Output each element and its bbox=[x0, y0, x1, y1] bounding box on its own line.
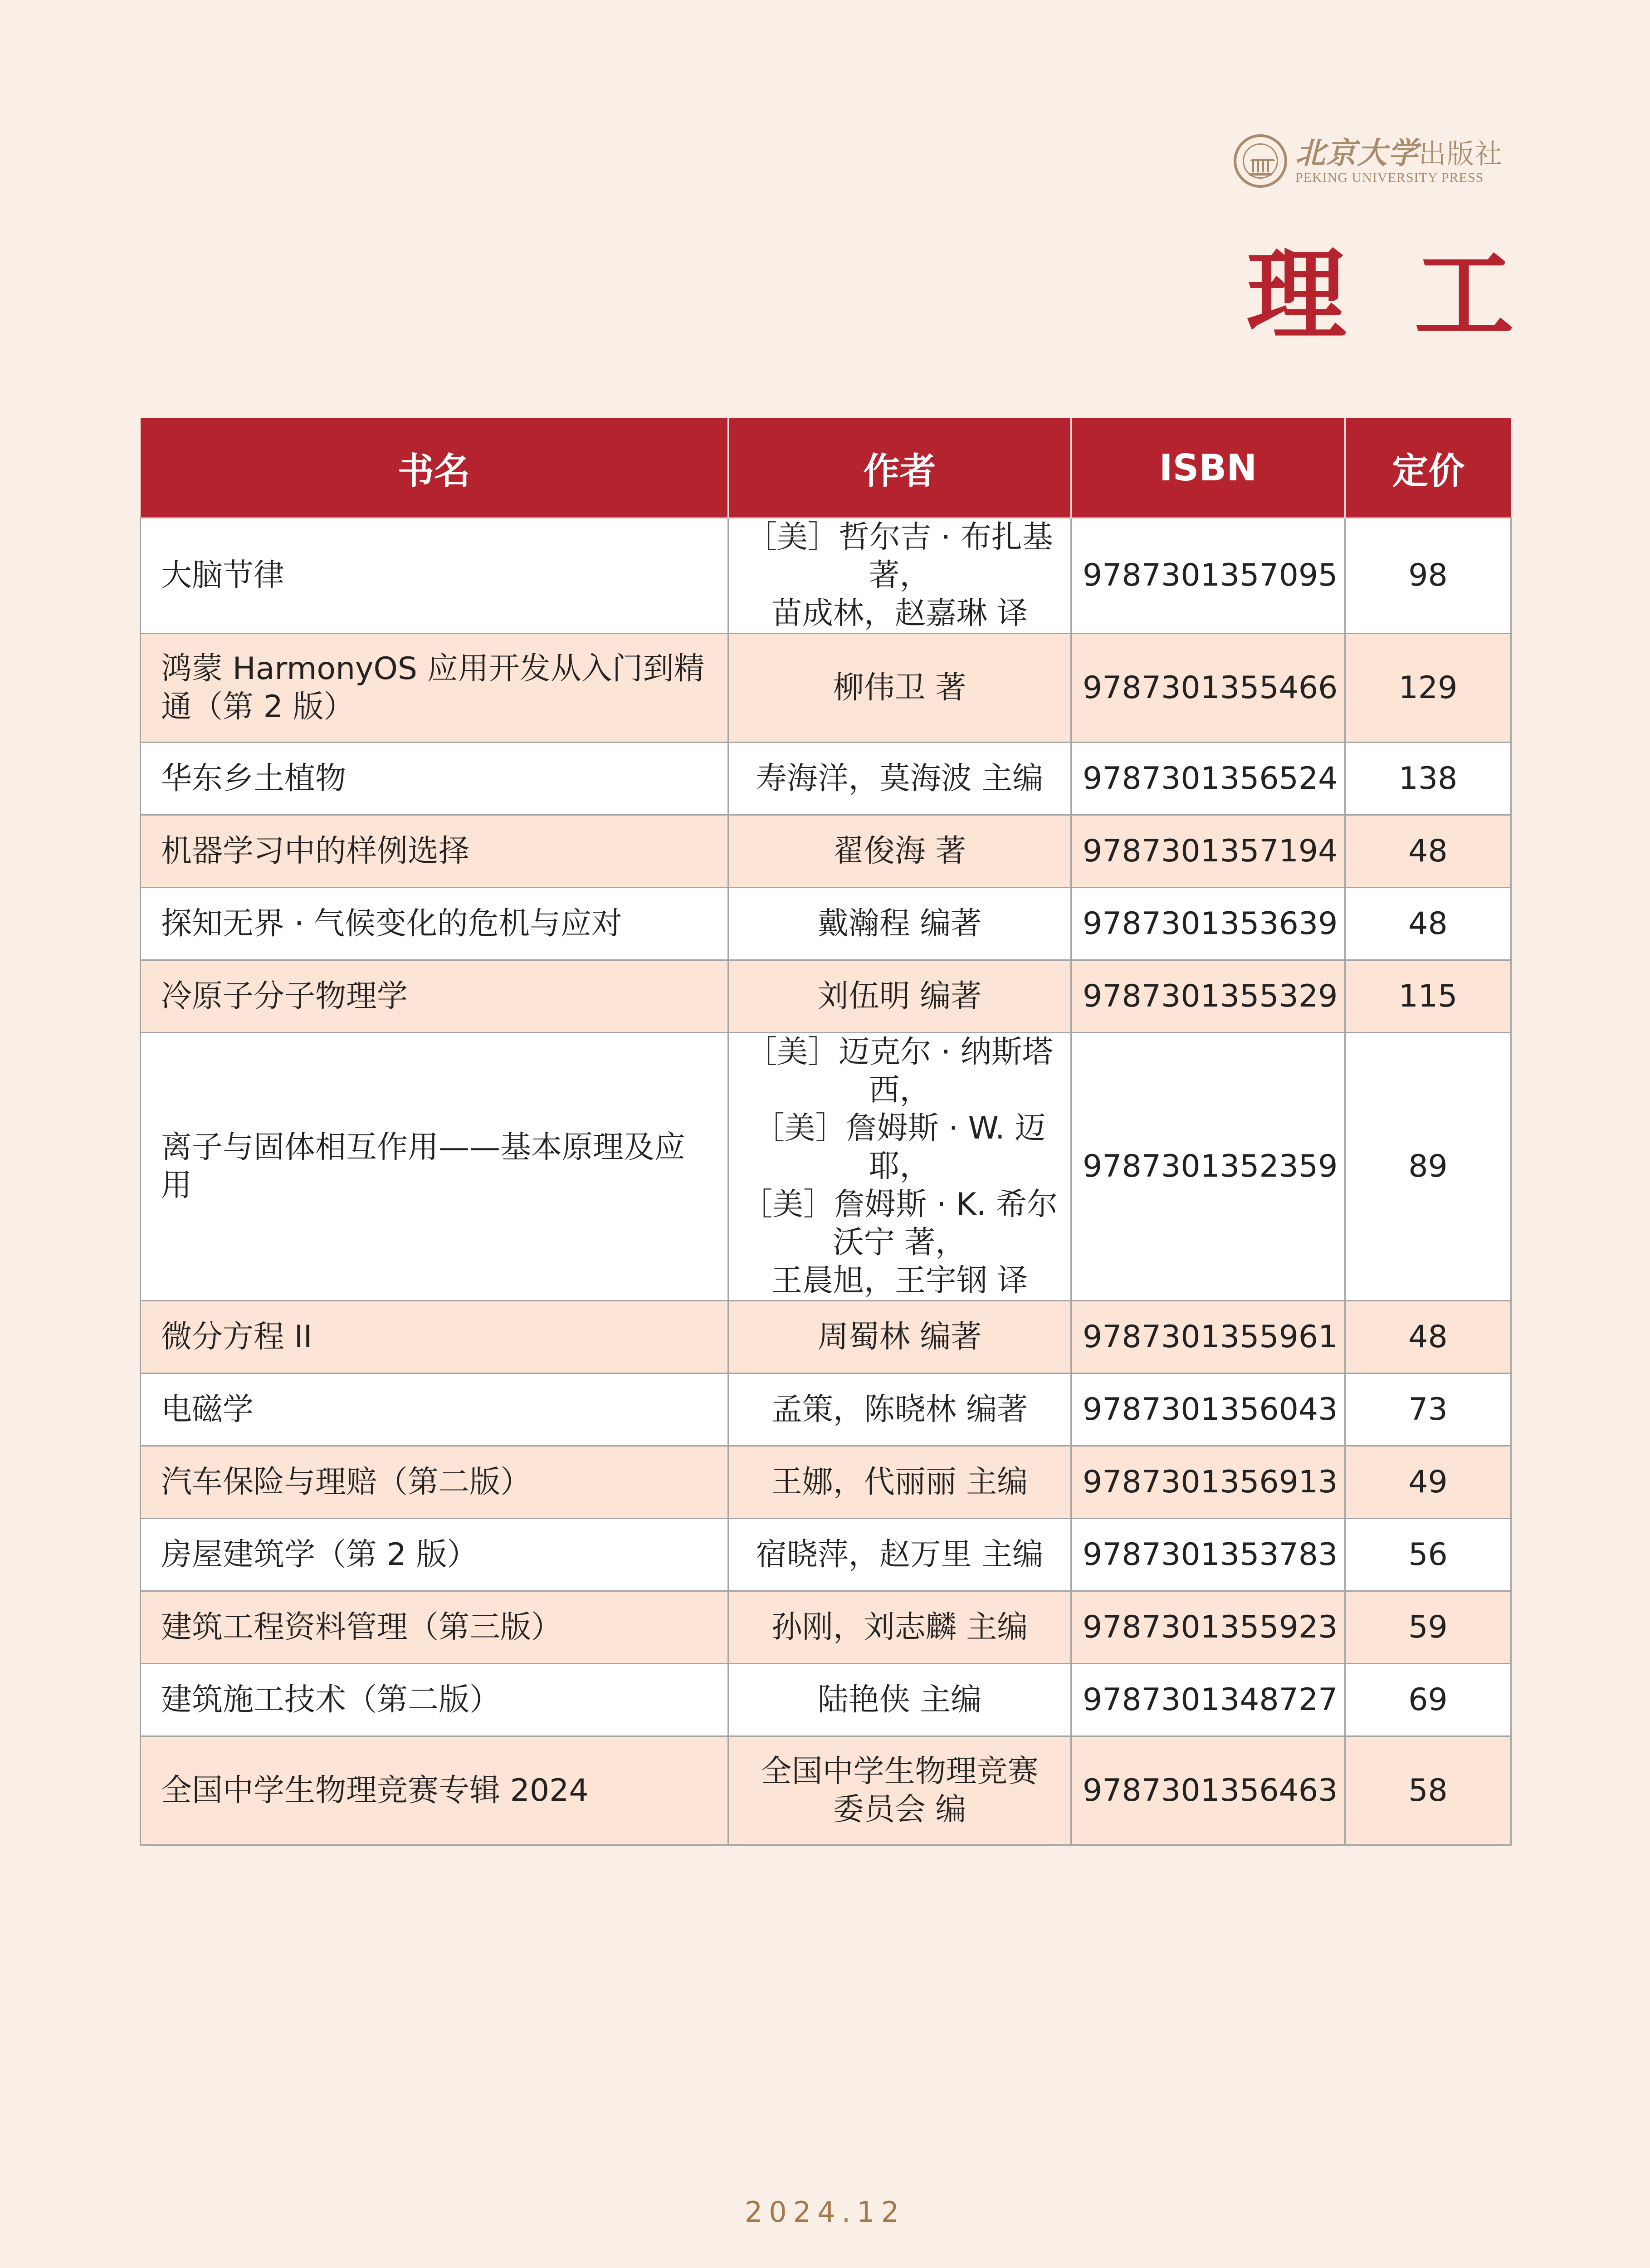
book-isbn-cell: 9787301348727 bbox=[1071, 1664, 1345, 1736]
book-isbn-cell: 9787301355329 bbox=[1071, 960, 1345, 1033]
table-row bbox=[141, 634, 1511, 743]
table-row bbox=[141, 960, 1511, 1033]
table-row bbox=[141, 1664, 1511, 1736]
table-body bbox=[141, 518, 1511, 1845]
book-title-cell: 华东乡土植物 bbox=[141, 743, 728, 815]
publisher-logo bbox=[1234, 132, 1511, 191]
book-price-cell: 58 bbox=[1345, 1736, 1511, 1845]
book-isbn-cell: 9787301357194 bbox=[1071, 815, 1345, 888]
book-author-cell: ［美］哲尔吉 · 布扎基 著， 苗成林，赵嘉琳 译 bbox=[728, 518, 1071, 634]
book-author-cell: 刘伍明 编著 bbox=[728, 960, 1071, 1033]
book-isbn-cell: 9787301353639 bbox=[1071, 888, 1345, 960]
book-author-cell: 宿晓萍，赵万里 主编 bbox=[728, 1519, 1071, 1591]
table-row bbox=[141, 1374, 1511, 1446]
book-isbn-cell: 9787301356913 bbox=[1071, 1446, 1345, 1519]
book-author-cell: ［美］迈克尔 · 纳斯塔西， ［美］詹姆斯 · W. 迈耶， ［美］詹姆斯 · K. 希尔 沃宁 著， 王晨旭，王宇钢 译 bbox=[728, 1033, 1071, 1301]
book-title-cell: 探知无界 · 气候变化的危机与应对 bbox=[141, 888, 728, 960]
book-title-cell: 离子与固体相互作用——基本原理及应用 bbox=[141, 1033, 728, 1301]
book-isbn-cell: 9787301352359 bbox=[1071, 1033, 1345, 1301]
header-price: 定价 bbox=[1345, 418, 1511, 518]
book-title-cell: 建筑工程资料管理（第三版） bbox=[141, 1591, 728, 1664]
book-author-cell: 周蜀林 编著 bbox=[728, 1301, 1071, 1374]
book-author-cell: 孟策，陈晓林 编著 bbox=[728, 1374, 1071, 1446]
book-title-cell: 电磁学 bbox=[141, 1374, 728, 1446]
publisher-name-cn-rest: 出版社 bbox=[1419, 138, 1503, 170]
table-row bbox=[141, 1033, 1511, 1301]
book-title-cell: 全国中学生物理竞赛专辑 2024 bbox=[141, 1736, 728, 1845]
table-row bbox=[141, 518, 1511, 634]
book-isbn-cell: 9787301355923 bbox=[1071, 1591, 1345, 1664]
book-author-cell: 寿海洋，莫海波 主编 bbox=[728, 743, 1071, 815]
section-title: 理工 bbox=[1246, 236, 1582, 353]
header-isbn: ISBN bbox=[1071, 418, 1345, 518]
publisher-name-cn-bold: 北京大学 bbox=[1295, 135, 1419, 171]
book-author-cell: 翟俊海 著 bbox=[728, 815, 1071, 888]
book-price-cell: 48 bbox=[1345, 815, 1511, 888]
book-title-cell: 建筑施工技术（第二版） bbox=[141, 1664, 728, 1736]
book-title-cell: 机器学习中的样例选择 bbox=[141, 815, 728, 888]
book-table bbox=[140, 418, 1512, 1846]
book-author-cell: 全国中学生物理竞赛 委员会 编 bbox=[728, 1736, 1071, 1845]
table-row bbox=[141, 1519, 1511, 1591]
table-row bbox=[141, 815, 1511, 888]
book-isbn-cell: 9787301355961 bbox=[1071, 1301, 1345, 1374]
book-price-cell: 48 bbox=[1345, 888, 1511, 960]
publisher-name bbox=[1295, 137, 1503, 186]
book-price-cell: 73 bbox=[1345, 1374, 1511, 1446]
book-isbn-cell: 9787301353783 bbox=[1071, 1519, 1345, 1591]
book-title-cell: 鸿蒙 HarmonyOS 应用开发从入门到精通（第 2 版） bbox=[141, 634, 728, 743]
book-author-cell: 陆艳侠 主编 bbox=[728, 1664, 1071, 1736]
book-price-cell: 89 bbox=[1345, 1033, 1511, 1301]
book-author-cell: 柳伟卫 著 bbox=[728, 634, 1071, 743]
book-author-cell: 戴瀚程 编著 bbox=[728, 888, 1071, 960]
header-author: 作者 bbox=[728, 418, 1071, 518]
publisher-name-en: PEKING UNIVERSITY PRESS bbox=[1295, 170, 1484, 185]
book-price-cell: 56 bbox=[1345, 1519, 1511, 1591]
table-row bbox=[141, 743, 1511, 815]
book-isbn-cell: 9787301357095 bbox=[1071, 518, 1345, 634]
book-title-cell: 大脑节律 bbox=[141, 518, 728, 634]
book-price-cell: 49 bbox=[1345, 1446, 1511, 1519]
table-row bbox=[141, 1446, 1511, 1519]
header-title: 书名 bbox=[141, 418, 728, 518]
book-author-cell: 孙刚，刘志麟 主编 bbox=[728, 1591, 1071, 1664]
book-title-cell: 房屋建筑学（第 2 版） bbox=[141, 1519, 728, 1591]
table-row bbox=[141, 1591, 1511, 1664]
book-price-cell: 129 bbox=[1345, 634, 1511, 743]
book-title-cell: 微分方程 II bbox=[141, 1301, 728, 1374]
issue-date: 2024.12 bbox=[744, 2195, 906, 2229]
book-price-cell: 48 bbox=[1345, 1301, 1511, 1374]
book-price-cell: 69 bbox=[1345, 1664, 1511, 1736]
book-isbn-cell: 9787301356043 bbox=[1071, 1374, 1345, 1446]
book-price-cell: 59 bbox=[1345, 1591, 1511, 1664]
table-row bbox=[141, 1301, 1511, 1374]
book-price-cell: 115 bbox=[1345, 960, 1511, 1033]
table-header-row bbox=[141, 418, 1511, 518]
book-title-cell: 冷原子分子物理学 bbox=[141, 960, 728, 1033]
book-isbn-cell: 9787301356524 bbox=[1071, 743, 1345, 815]
book-title-cell: 汽车保险与理赔（第二版） bbox=[141, 1446, 728, 1519]
university-seal-icon bbox=[1234, 134, 1287, 188]
book-isbn-cell: 9787301355466 bbox=[1071, 634, 1345, 743]
table-row bbox=[141, 1736, 1511, 1845]
table-row bbox=[141, 888, 1511, 960]
book-price-cell: 98 bbox=[1345, 518, 1511, 634]
book-price-cell: 138 bbox=[1345, 743, 1511, 815]
book-author-cell: 王娜，代丽丽 主编 bbox=[728, 1446, 1071, 1519]
book-isbn-cell: 9787301356463 bbox=[1071, 1736, 1345, 1845]
